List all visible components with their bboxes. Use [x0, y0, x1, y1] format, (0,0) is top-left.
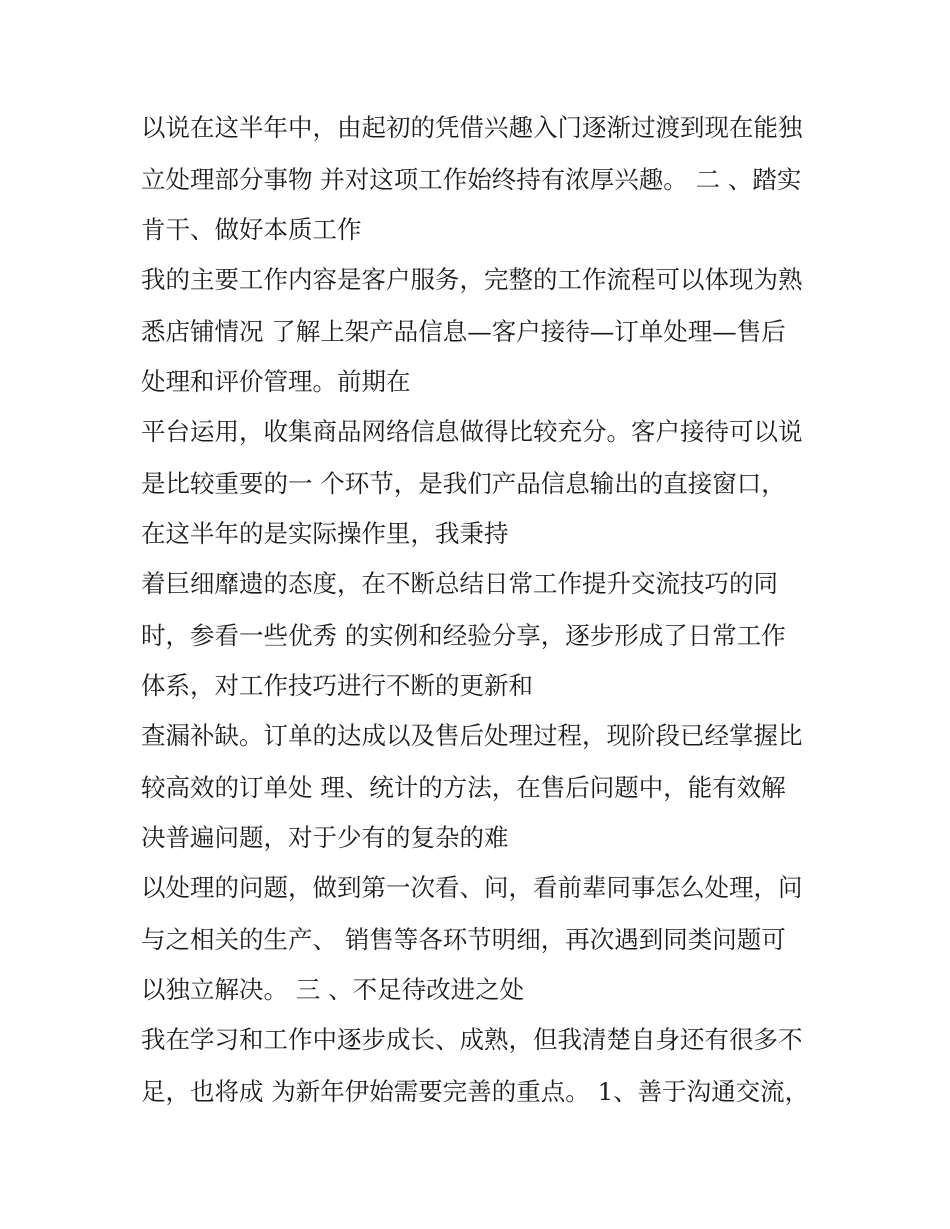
text-line: 处理和评价管理。前期在 — [141, 367, 411, 396]
text-line: 以独立解决。 三 、不足待改进之处 — [141, 975, 525, 1004]
text-line: 查漏补缺。订单的达成以及售后处理过程，现阶段已经掌握比 — [141, 721, 803, 750]
text-line: 体系，对工作技巧进行不断的更新和 — [141, 671, 533, 700]
text-line: 足，也将成 为新年伊始需要完善的重点。 1、善于沟通交流， — [141, 1077, 810, 1106]
text-line: 我在学习和工作中逐步成长、成熟，但我清楚自身还有很多不 — [141, 1025, 803, 1054]
text-line: 时，参看一些优秀 的实例和经验分享，逐步形成了日常工作 — [141, 621, 786, 650]
text-line: 是比较重要的一 个环节，是我们产品信息输出的直接窗口， — [141, 469, 786, 498]
text-line: 平台运用，收集商品网络信息做得比较充分。客户接待可以说 — [141, 417, 803, 446]
text-line: 以说在这半年中，由起初的凭借兴趣入门逐渐过渡到现在能独 — [141, 113, 803, 142]
text-line: 与之相关的生产、 销售等各环节明细，再次遇到同类问题可 — [141, 925, 786, 954]
text-line: 较高效的订单处 理、统计的方法，在售后问题中，能有效解 — [141, 773, 786, 802]
text-line: 决普遍问题，对于少有的复杂的难 — [141, 823, 509, 852]
text-line: 立处理部分事物 并对这项工作始终持有浓厚兴趣。 二 、踏实 — [141, 165, 802, 194]
text-line: 以处理的问题，做到第一次看、问，看前辈同事怎么处理，问 — [141, 873, 803, 902]
text-line: 悉店铺情况 了解上架产品信息—客户接待—订单处理—售后 — [141, 317, 786, 346]
text-line: 我的主要工作内容是客户服务，完整的工作流程可以体现为熟 — [141, 265, 803, 294]
text-line: 着巨细靡遗的态度，在不断总结日常工作提升交流技巧的同 — [141, 569, 778, 598]
text-line: 在这半年的是实际操作里，我秉持 — [141, 519, 509, 548]
text-line: 肯干、做好本质工作 — [141, 215, 362, 244]
